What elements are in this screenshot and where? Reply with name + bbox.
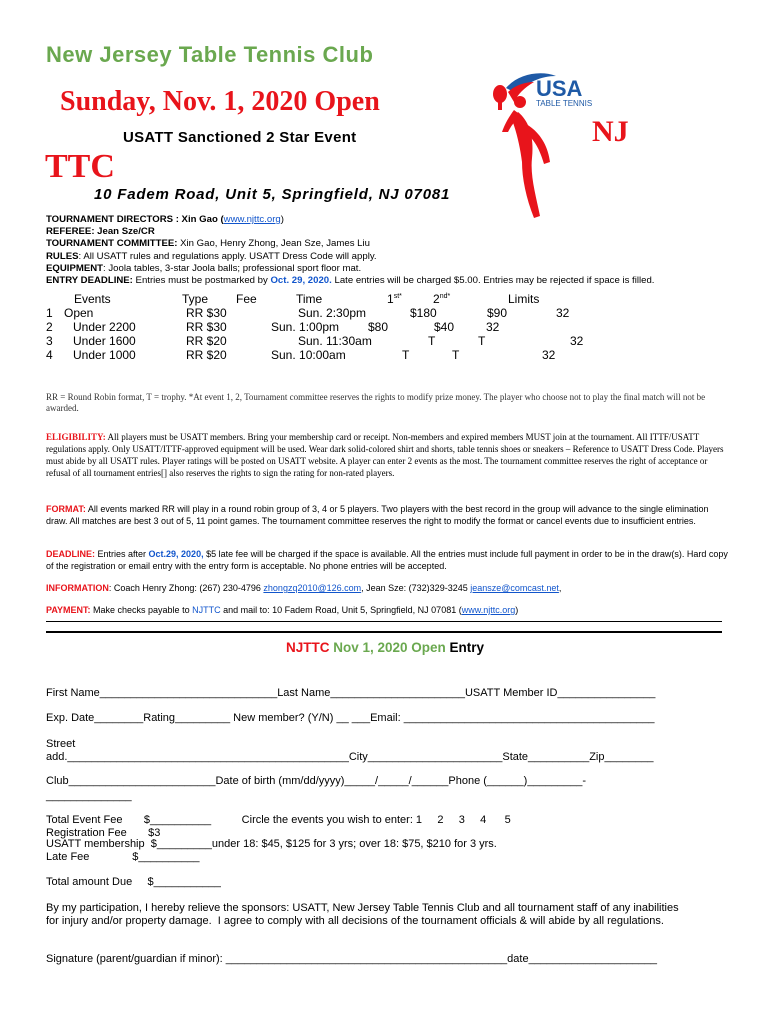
phone-continuation[interactable]: ______________ — [46, 790, 132, 802]
svg-text:USA: USA — [536, 76, 583, 101]
row-second: T — [478, 334, 486, 348]
email-link-zhong[interactable]: zhongzq2010@126.com — [263, 583, 362, 593]
committee-line: TOURNAMENT COMMITTEE: Xin Gao, Henry Zhong, Jean Sze, James Liu — [46, 238, 370, 250]
deadline-section: DEADLINE: Entries after Oct.29, 2020, $5 late fee will be charged if the space is available. All the entries must include full payment in order to be in the draw(s). Hard copy of the registration or email entry with the entry form is acceptable. No phone entries will be accepted. — [46, 549, 728, 571]
referee-line: REFEREE: Jean Sze/CR — [46, 226, 155, 238]
row-type: RR $20 — [186, 348, 227, 362]
information-label: INFORMATION — [46, 583, 109, 593]
row-limit: 32 — [542, 348, 556, 362]
header-second: $2^{nd*}$ — [433, 292, 451, 306]
row-first: $80 — [368, 320, 389, 334]
entry-form-title: NJTTC Nov 1, 2020 Open Entry — [285, 640, 485, 655]
row-time: Sun. 10:00am — [271, 348, 346, 362]
information-section: INFORMATION: Coach Henry Zhong: (267) 230-4796 zhongzq2010@126.com, Jean Sze: (732)329-3245 jeansze@comcast.net, — [46, 583, 562, 593]
name-line[interactable]: First Name_____________________________Last Name______________________USATT Member ID________________ — [46, 687, 656, 699]
row-event: Under 1000 — [73, 348, 136, 362]
tournament-info — [46, 214, 736, 287]
rules-line: RULES: All USATT rules and regulations apply. USATT Dress Code will apply. — [46, 250, 377, 262]
ttc-label: TTC — [45, 148, 115, 185]
waiver-line-1: By my participation, I hereby relieve the sponsors: USATT, New Jersey Table Tennis Club and all tournament staff of any inabilities — [46, 902, 679, 914]
row-num: 1 — [46, 306, 53, 320]
venue-address: 10 Fadem Road, Unit 5, Springfield, NJ 07081 — [94, 186, 451, 203]
directors-line: TOURNAMENT DIRECTORS : Xin Gao (www.njttc.org) — [46, 214, 284, 225]
format-label: FORMAT: — [46, 504, 86, 514]
row-num: 3 — [46, 334, 53, 348]
row-event: Open — [64, 306, 94, 320]
payment-link[interactable]: www.njttc.org — [461, 605, 516, 615]
row-second: $90 — [487, 306, 508, 320]
sanction-text: USATT Sanctioned 2 Star Event — [123, 129, 357, 146]
header-fee: Fee — [236, 292, 257, 306]
header-time: Time — [296, 292, 323, 306]
divider-bottom — [46, 631, 722, 633]
svg-text:TABLE TENNIS: TABLE TENNIS — [536, 99, 593, 108]
row-first: T — [402, 348, 410, 362]
row-first: $180 — [410, 306, 437, 320]
row-limit: 32 — [570, 334, 584, 348]
row-time: Sun. 1:00pm — [271, 320, 340, 334]
header-events: Events — [74, 292, 111, 306]
row-num: 4 — [46, 348, 53, 362]
deadline-label: DEADLINE: — [46, 549, 95, 559]
total-line[interactable]: Total amount Due $___________ — [46, 876, 221, 888]
usatt-player-logo-icon — [478, 66, 628, 226]
equipment-line: EQUIPMENT: Joola tables, 3-star Joola balls; professional sport floor mat. — [46, 262, 362, 274]
header-limits: Limits — [508, 292, 540, 306]
row-limit: 32 — [556, 306, 570, 320]
row-type: RR $20 — [186, 334, 227, 348]
payment-payee: NJTTC — [192, 605, 221, 615]
club-dob-phone-line[interactable]: Club________________________Date of birth (mm/dd/yyyy)_____/_____/______Phone (______)_________- — [46, 775, 587, 787]
row-num: 2 — [46, 320, 53, 334]
nj-label: NJ — [592, 115, 629, 148]
eligibility-section — [46, 431, 730, 479]
fee-registration-line: Registration Fee $3 — [46, 827, 161, 839]
row-limit: 32 — [486, 320, 500, 334]
row-event: Under 2200 — [73, 320, 136, 334]
payment-section: PAYMENT: Make checks payable to NJTTC and mail to: 10 Fadem Road, Unit 5, Springfield, NJ 07081 (www.njttc.org) — [46, 605, 519, 615]
header-type: Type — [182, 292, 209, 306]
street-label: Street — [46, 738, 76, 750]
eligibility-text: All players must be USATT members. Bring your membership card or receipt. Non-members and expired members MUST join at the tournament. All ITTF/USATT regulations apply. Only USATT/ITTF-approved equipment will be used. Wear dark solid-colored shirt and shorts, table tennis shoes or sneakers – Reference to USATT Dress Code. Players must abide by all USATT rules. Player ratings will be posted on USATT website. A player can enter 2 events as the most. The tournament committee reserves the right of acceptance or refusal of all tournament entries[] also reserves the rights to sign the rating for non-rated players. — [46, 432, 724, 478]
format-section — [46, 503, 730, 527]
row-event: Under 1600 — [73, 334, 136, 348]
row-type: RR $30 — [186, 306, 227, 320]
row-type: RR $30 — [186, 320, 227, 334]
row-time: Sun. 11:30am — [298, 334, 372, 348]
fee-event-line[interactable]: Total Event Fee $__________ Circle the events you wish to enter: 1 2 3 4 5 — [46, 814, 511, 826]
membership-line[interactable]: Exp. Date________Rating_________ New member? (Y/N) __ ___Email: _________________________________________ — [46, 712, 655, 724]
club-title: New Jersey Table Tennis Club — [46, 42, 374, 67]
address-line[interactable]: add.______________________________________________City______________________State__________Zip________ — [46, 751, 654, 763]
format-text: All events marked RR will play in a round robin group of 3, 4 or 5 players. Two players with the best record in the group will advance to the single elimination draw. All matches are best 3 out of 5, 11 point games. The tournament committee reserves the right to modify the format or cancel events due to insufficient entries. — [46, 504, 709, 526]
row-second: $40 — [434, 320, 455, 334]
eligibility-label: ELIGIBILITY: — [46, 432, 106, 442]
rr-footnote: RR = Round Robin format, T = trophy. *At event 1, 2, Tournament committee reserves the rights to modify prize money. The player who choose not to play the final match will not be awarded. — [46, 392, 706, 413]
email-link-sze[interactable]: jeansze@comcast.net — [470, 583, 559, 593]
waiver-line-2: for injury and/or property damage. I agree to comply with all decisions of the tournament officials & will abide by all regulations. — [46, 915, 664, 927]
fee-membership-line[interactable]: USATT membership $_________under 18: $45, $125 for 3 yrs; over 18: $75, $210 for 3 yrs. — [46, 838, 497, 850]
events-table — [46, 292, 746, 368]
header-first: $1^{st*}$ — [387, 292, 402, 306]
event-title: Sunday, Nov. 1, 2020 Open — [60, 86, 380, 117]
divider-top — [46, 621, 722, 622]
signature-line[interactable]: Signature (parent/guardian if minor): ______________________________________________date_____________________ — [46, 953, 658, 965]
deadline-date: Oct.29, 2020, — [148, 549, 204, 559]
entry-deadline-line: ENTRY DEADLINE: Entries must be postmarked by Oct. 29, 2020. Late entries will be charged $5.00. Entries may be rejected if space is filled. — [46, 275, 655, 287]
row-time: Sun. 2:30pm — [298, 306, 367, 320]
payment-label: PAYMENT: — [46, 605, 91, 615]
row-second: T — [452, 348, 460, 362]
usatt-logo — [478, 66, 628, 226]
row-first: T — [428, 334, 436, 348]
fee-late-line[interactable]: Late Fee $__________ — [46, 851, 200, 863]
njttc-link[interactable]: www.njttc.org — [223, 214, 281, 225]
